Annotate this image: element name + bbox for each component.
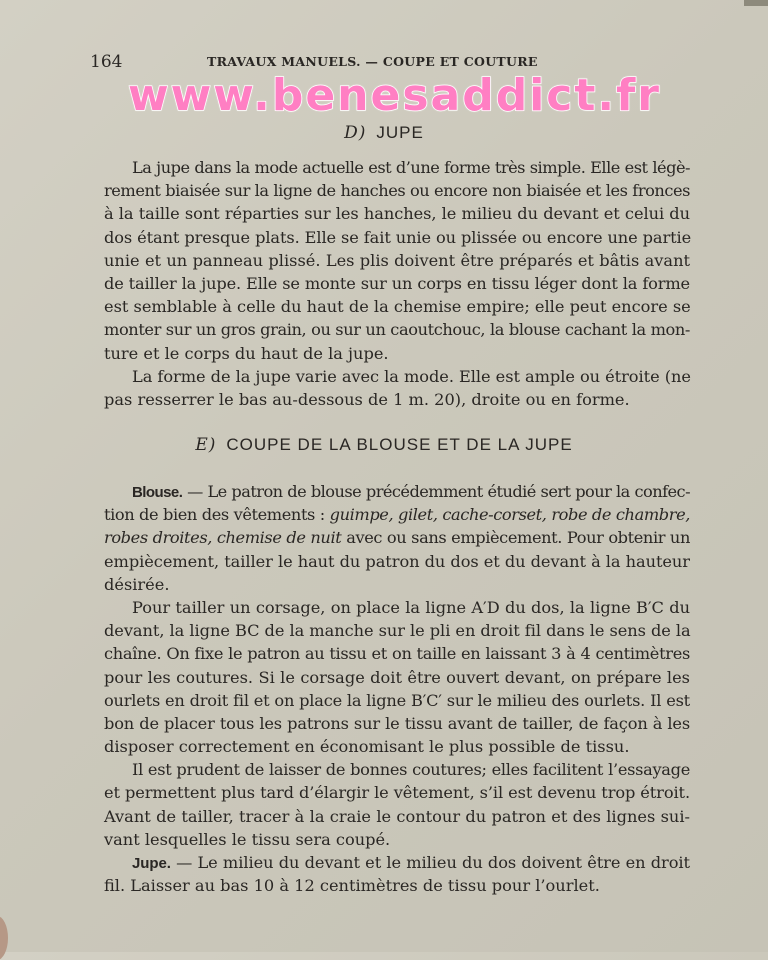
- text-line: Blouse. — Le patron de blouse précédemment étudié sert pour la confec-: [132, 482, 690, 501]
- text-line: ourlets en droit fil et on place la ligne B′C′ sur le milieu des ourlets. Il est: [104, 690, 690, 710]
- paragraph: [104, 365, 690, 411]
- text-line: est semblable à celle du haut de la chemise empire; elle peut encore se: [104, 297, 691, 317]
- section-d-letter: D): [344, 123, 367, 143]
- text-line: ture et le corps du haut de la jupe.: [104, 343, 389, 363]
- text-line: dos étant presque plats. Elle se fait unie ou plissée ou encore une partie: [104, 227, 692, 247]
- text-line: monter sur un gros grain, ou sur un caoutchouc, la blouse cachant la mon-: [104, 320, 690, 340]
- watermark: www.benesaddict.fr: [128, 70, 661, 121]
- text-line: Jupe. — Le milieu du devant et le milieu du dos doivent être en droit: [132, 853, 690, 872]
- paragraph-coutures: [104, 758, 690, 851]
- text-line: tion de bien des vêtements : guimpe, gilet, cache-corset, robe de chambre,: [104, 505, 690, 525]
- text-line: devant, la ligne BC de la manche sur le pli en droit fil dans le sens de la: [104, 621, 691, 641]
- text-line: bon de placer tous les patrons sur le tissu avant de tailler, de façon à les: [104, 713, 690, 733]
- text-line: Pour tailler un corsage, on place la ligne A′D du dos, la ligne B′C du: [132, 597, 690, 617]
- text-line: de tailler la jupe. Elle se monte sur un corps en tissu léger dont la forme: [104, 273, 690, 293]
- section-e-body: [104, 480, 690, 897]
- text-line: pour les coutures. Si le corsage doit être ouvert devant, on prépare les: [104, 667, 690, 687]
- text-line: La forme de la jupe varie avec la mode. Elle est ample ou étroite (ne: [132, 366, 691, 386]
- text-line: rement biaisée sur la ligne de hanches ou encore non biaisée et les fronces: [104, 181, 690, 201]
- text-line: disposer correctement en économisant le plus possible de tissu.: [104, 737, 630, 757]
- text-line: La jupe dans la mode actuelle est d’une forme très simple. Elle est légè-: [132, 158, 690, 177]
- text-line: chaîne. On fixe le patron au tissu et on taille en laissant 3 à 4 centimètres: [104, 644, 690, 664]
- section-d-heading: [0, 122, 768, 144]
- text-line: unie et un panneau plissé. Les plis doivent être préparés et bâtis avant: [104, 250, 690, 270]
- text-line: fil. Laisser au bas 10 à 12 centimètres de tissu pour l’ourlet.: [104, 876, 600, 896]
- text-line: empiècement, tailler le haut du patron du dos et du devant à la hauteur: [104, 551, 690, 571]
- text-line: Il est prudent de laisser de bonnes coutures; elles facilitent l’essayage: [132, 760, 690, 780]
- paragraph: [104, 156, 690, 365]
- section-e-title: COUPE DE LA BLOUSE ET DE LA JUPE: [226, 435, 573, 454]
- text-line: vant lesquelles le tissu sera coupé.: [104, 829, 391, 849]
- text-line: robes droites, chemise de nuit avec ou sans empiècement. Pour obtenir un: [104, 528, 690, 548]
- page-edge: [744, 0, 768, 6]
- running-title: TRAVAUX MANUELS. — COUPE ET COUTURE: [207, 54, 538, 69]
- paragraph-jupe: [104, 851, 690, 897]
- text-line: Avant de tailler, tracer à la craie le contour du patron et des lignes sui-: [104, 806, 690, 826]
- thumb: [0, 916, 8, 960]
- running-header: [90, 52, 690, 72]
- section-e-heading: [0, 434, 768, 456]
- text-line: désirée.: [104, 574, 170, 594]
- blouse-label: Blouse.: [132, 484, 183, 501]
- section-e-letter: E): [195, 435, 217, 455]
- section-d-title: JUPE: [376, 123, 424, 142]
- jupe-label: Jupe.: [132, 855, 171, 872]
- section-d-body: [104, 156, 690, 411]
- paragraph-blouse: [104, 480, 690, 596]
- text-line: et permettent plus tard d’élargir le vêtement, s’il est devenu trop étroit.: [104, 783, 690, 803]
- page-number: 164: [90, 52, 123, 72]
- paragraph-corsage: [104, 596, 690, 758]
- text-line: à la taille sont réparties sur les hanches, le milieu du devant et celui du: [104, 204, 690, 224]
- text-line: pas resserrer le bas au-dessous de 1 m. 20), droite ou en forme.: [104, 389, 630, 409]
